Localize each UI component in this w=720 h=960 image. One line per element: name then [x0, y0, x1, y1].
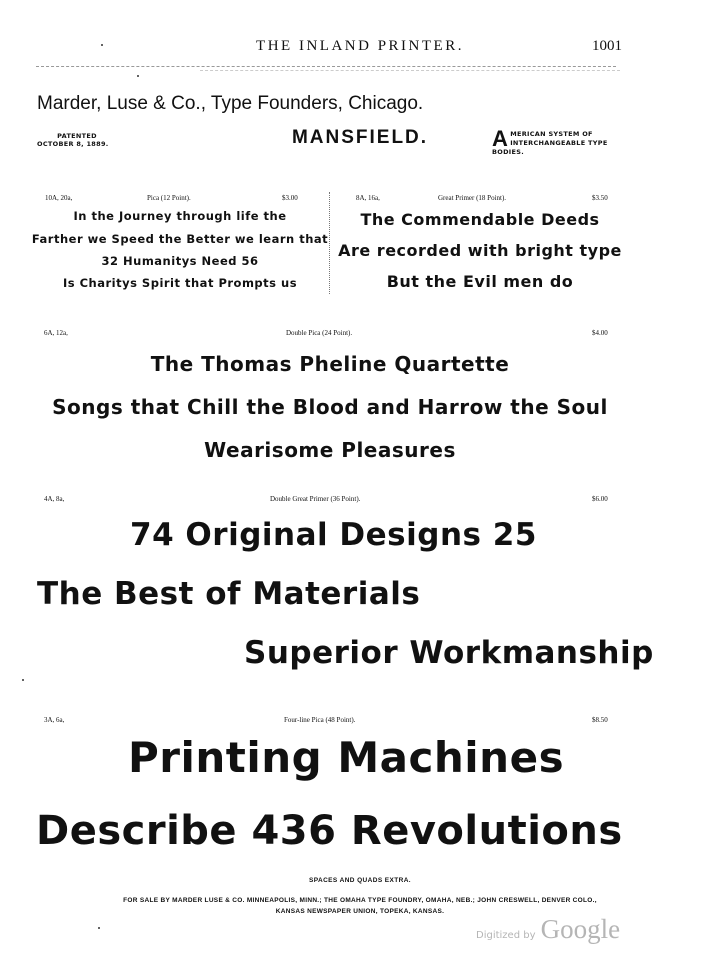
double-pica-line: Wearisome Pleasures	[204, 438, 456, 462]
sale-notice-line: KANSAS NEWSPAPER UNION, TOPEKA, KANSAS.	[275, 908, 445, 915]
double-great-primer-size: Double Great Primer (36 Point).	[270, 495, 361, 503]
print-speck	[137, 75, 139, 77]
double-great-primer-line: The Best of Materials	[37, 576, 421, 612]
great-primer-line: But the Evil men do	[386, 272, 574, 291]
great-primer-line: The Commendable Deeds	[360, 210, 600, 229]
pica-size: Pica (12 Point).	[147, 194, 191, 202]
running-title: THE INLAND PRINTER.	[256, 38, 464, 54]
spaces-note: SPACES AND QUADS EXTRA.	[308, 877, 411, 884]
double-pica-line: The Thomas Pheline Quartette	[150, 352, 510, 376]
header-rule	[36, 66, 616, 67]
patent-date: OCTOBER 8, 1889.	[37, 140, 109, 148]
great-primer-line: Are recorded with bright type	[338, 241, 622, 260]
pica-price: $3.00	[282, 194, 298, 202]
four-line-pica-line: Printing Machines	[128, 733, 565, 782]
great-primer-size: Great Primer (18 Point).	[438, 194, 507, 202]
great-primer-price: $3.50	[592, 194, 608, 202]
digitized-label: Digitized by	[476, 930, 536, 941]
sale-notice-line: FOR SALE BY MARDER LUSE & CO. MINNEAPOLIS, MINN.; THE OMAHA TYPE FOUNDRY, OMAHA, NEB.; JOHN CRESWELL, DENVER COLO.,	[123, 897, 597, 904]
pica-line: In the Journey through life the	[73, 209, 287, 223]
print-speck	[22, 679, 24, 681]
american-system-notice	[492, 126, 624, 157]
pica-quantity: 10A, 20a,	[45, 194, 73, 202]
double-pica-meta	[0, 329, 720, 339]
four-line-pica-meta	[0, 716, 720, 726]
double-pica-quantity: 6A, 12a,	[44, 329, 68, 337]
page-number: 1001	[592, 38, 622, 54]
typeface-name: MANSFIELD.	[291, 127, 429, 148]
pica-line: 32 Humanitys Need 56	[101, 254, 259, 268]
print-speck	[101, 44, 103, 46]
pica-line: Farther we Speed the Better we learn that	[31, 232, 329, 246]
pica-meta	[0, 194, 330, 204]
double-great-primer-price: $6.00	[592, 495, 608, 503]
four-line-pica-size: Four-line Pica (48 Point).	[284, 716, 356, 724]
four-line-pica-price: $8.50	[592, 716, 608, 724]
digitized-watermark	[476, 914, 620, 945]
patent-label: PATENTED	[57, 132, 97, 140]
column-divider	[329, 192, 330, 294]
founders-line: Marder, Luse & Co., Type Founders, Chicago.	[37, 93, 424, 114]
great-primer-meta	[330, 194, 630, 204]
print-speck	[98, 927, 100, 929]
double-pica-line: Songs that Chill the Blood and Harrow the Soul	[52, 395, 608, 419]
pica-line: Is Charitys Spirit that Prompts us	[62, 276, 298, 290]
great-primer-quantity: 8A, 16a,	[356, 194, 380, 202]
header-rule-2	[200, 70, 620, 71]
american-system-line2: INTERCHANGEABLE TYPE BODIES.	[492, 139, 608, 156]
american-system-initial: A	[492, 126, 509, 151]
four-line-pica-line: Describe 436 Revolutions	[36, 808, 623, 854]
double-pica-size: Double Pica (24 Point).	[286, 329, 353, 337]
double-great-primer-line: 74 Original Designs 25	[130, 517, 537, 553]
double-great-primer-line: Superior Workmanship	[244, 635, 654, 671]
american-system-line1: MERICAN SYSTEM OF	[510, 130, 593, 138]
google-logo: Google	[540, 914, 621, 944]
double-pica-price: $4.00	[592, 329, 608, 337]
four-line-pica-quantity: 3A, 6a,	[44, 716, 65, 724]
double-great-primer-quantity: 4A, 8a,	[44, 495, 65, 503]
double-great-primer-meta	[0, 495, 720, 505]
